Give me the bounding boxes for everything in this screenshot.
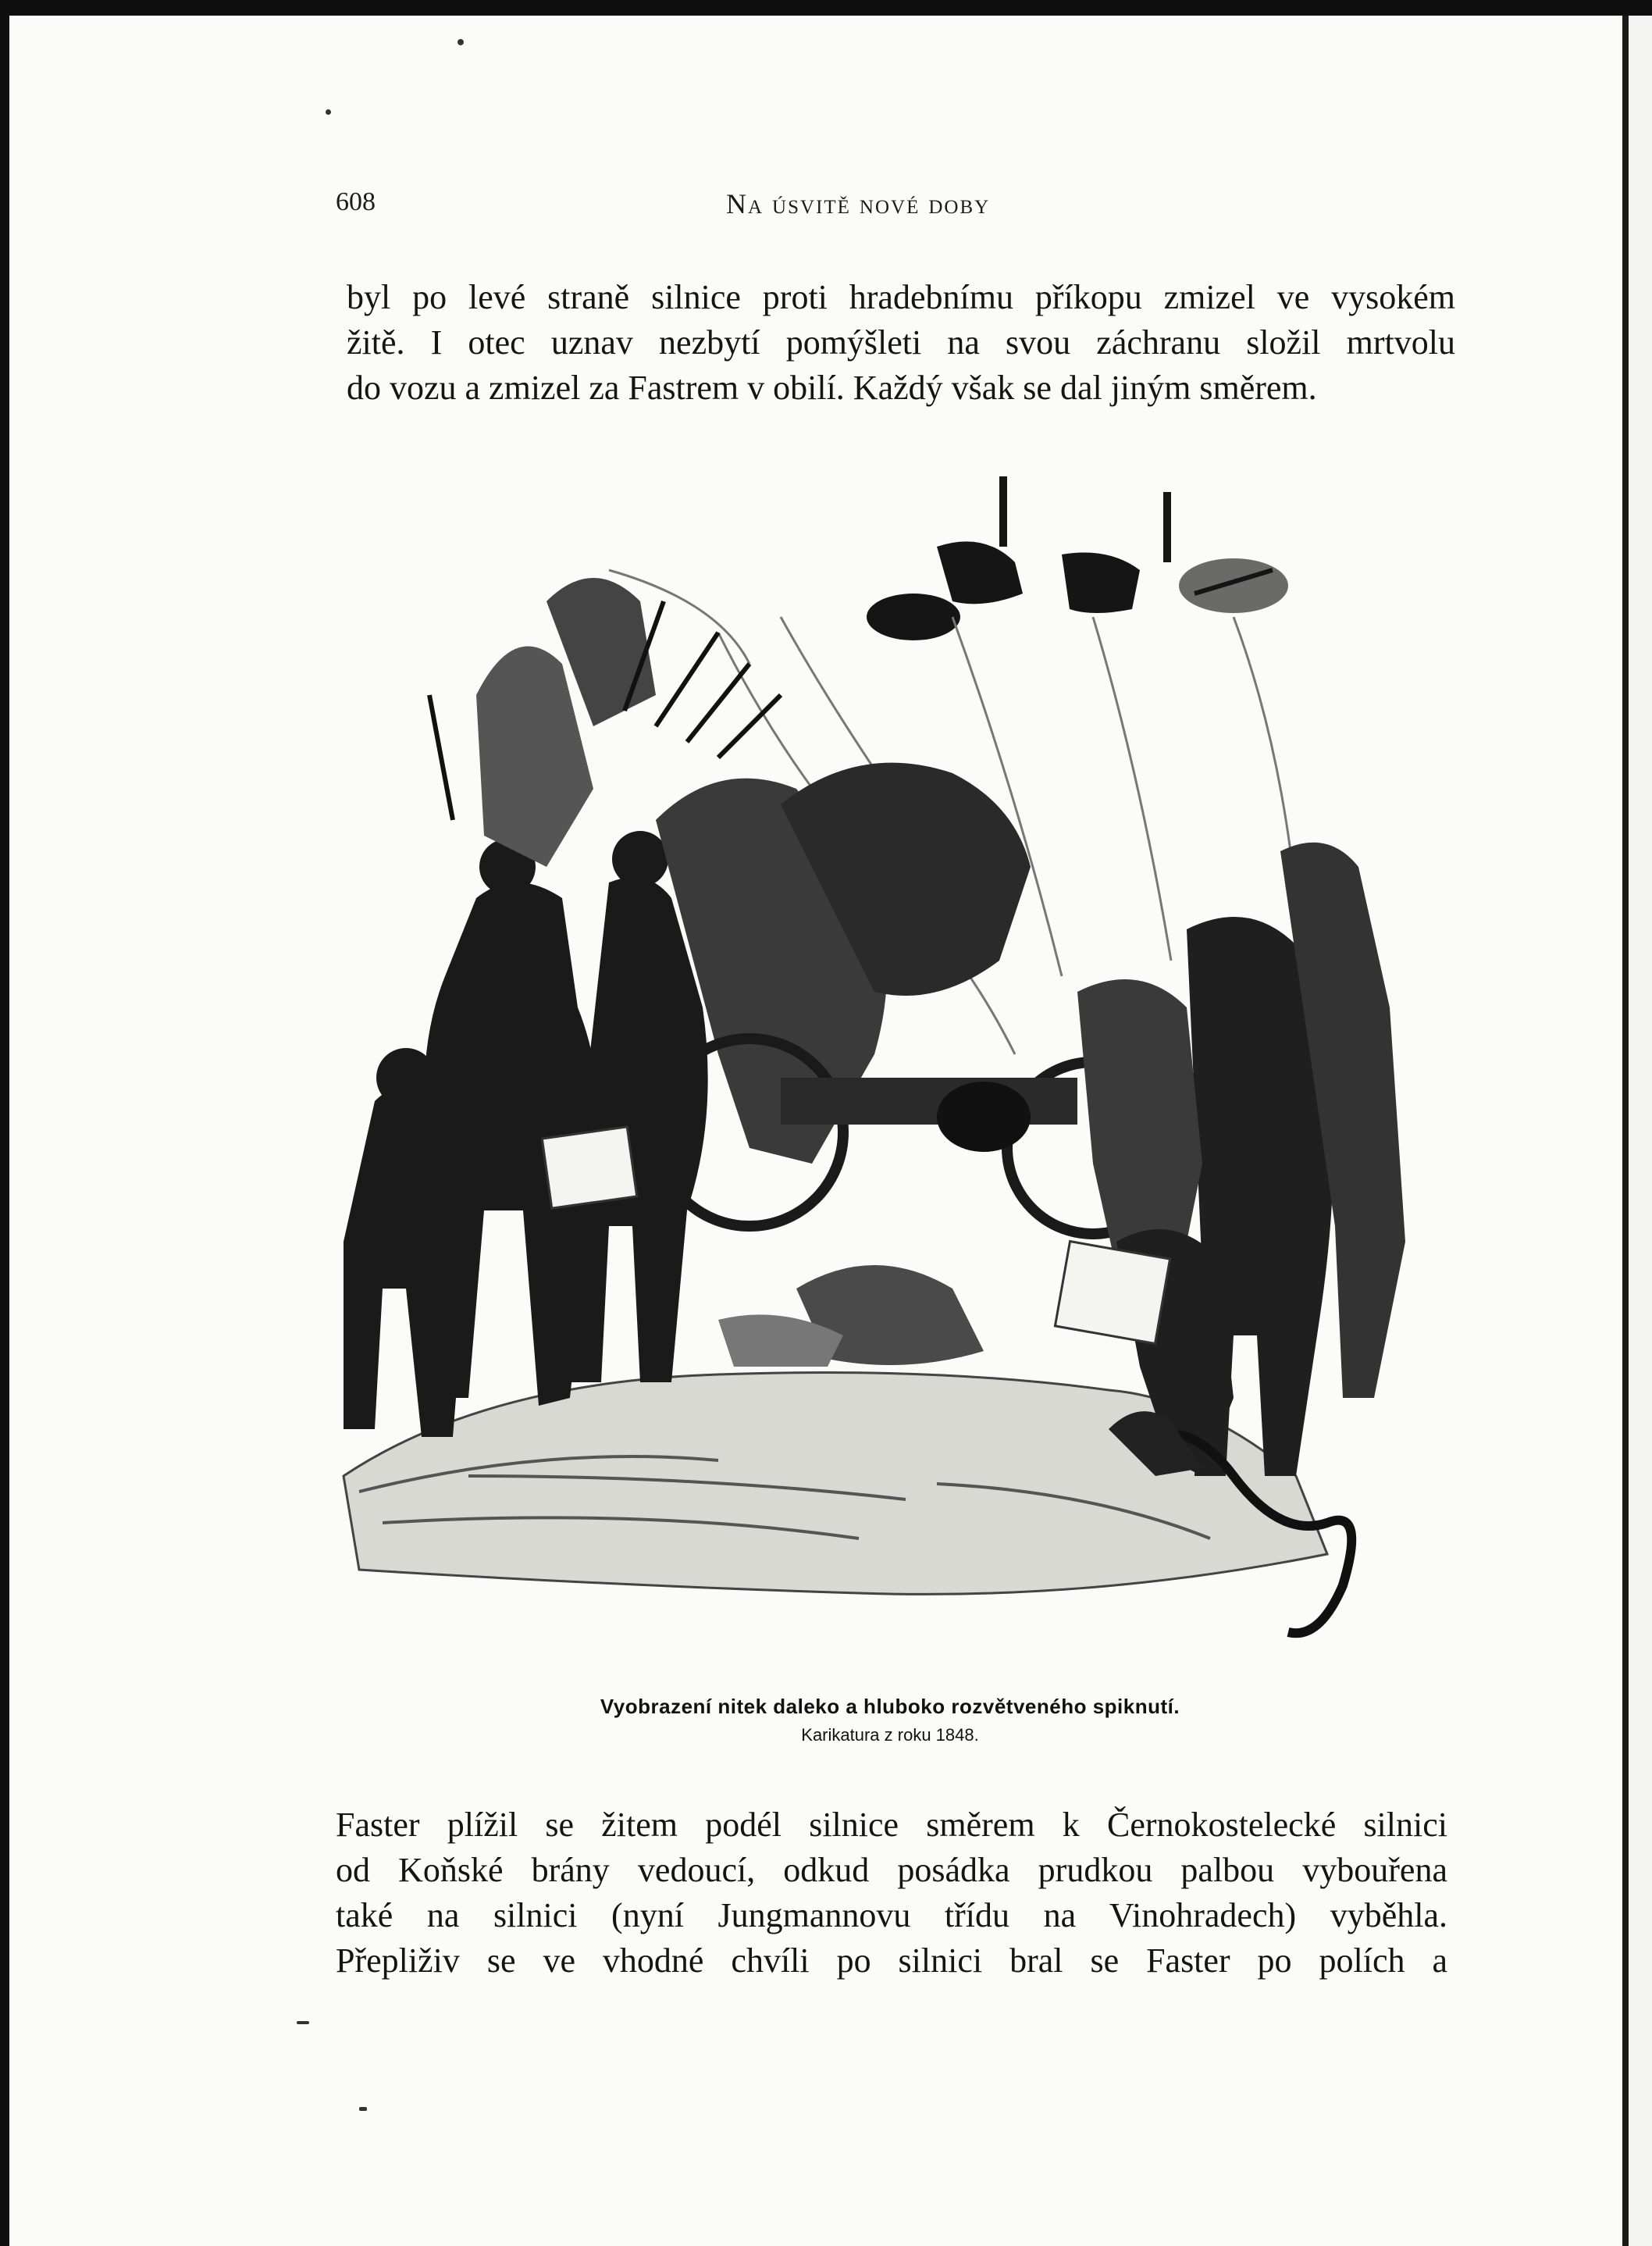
text-line: Faster plížil se žitem podél silnice směrem k Černokostelecké silnici <box>336 1806 1447 1844</box>
print-speck <box>458 39 464 45</box>
text-line: byl po levé straně silnice proti hradebnímu příkopu zmizel ve vysokém <box>347 278 1455 316</box>
caption-subtitle: Karikatura z roku 1848. <box>801 1725 979 1745</box>
print-speck <box>359 2107 367 2111</box>
fallen-figures <box>718 1265 984 1367</box>
crowd-right <box>1077 843 1405 1476</box>
flying-hats <box>867 476 1288 640</box>
illustration-drawing <box>312 461 1452 1679</box>
bottom-paragraph <box>336 1802 1447 1984</box>
caption-title: Vyobrazení nitek daleko a hluboko rozvětveného spiknutí. <box>600 1695 1180 1718</box>
page-number: 608 <box>336 187 376 216</box>
figure-caption <box>336 1695 1444 1745</box>
text-line: také na silnici (nyní Jungmannovu třídu na Vinohradech) vyběhla. <box>336 1896 1447 1934</box>
print-speck <box>326 109 331 115</box>
top-paragraph <box>347 275 1455 411</box>
page-edge <box>1622 16 1652 2246</box>
text-line: od Koňské brány vedoucí, odkud posádka prudkou palbou vybouřena <box>336 1851 1447 1889</box>
text-line: do vozu a zmizel za Fastrem v obilí. Každý však se dal jiným směrem. <box>347 369 1317 407</box>
caricature-illustration <box>312 461 1452 1679</box>
text-line: žitě. I otec uznav nezbytí pomýšleti na svou záchranu složil mrtvolu <box>347 323 1455 362</box>
text-line: Přepliživ se ve vhodné chvíli po silnici bral se Faster po polích a <box>336 1941 1447 1980</box>
print-speck <box>297 2021 309 2024</box>
running-title: Na úsvitě nové doby <box>726 188 991 219</box>
